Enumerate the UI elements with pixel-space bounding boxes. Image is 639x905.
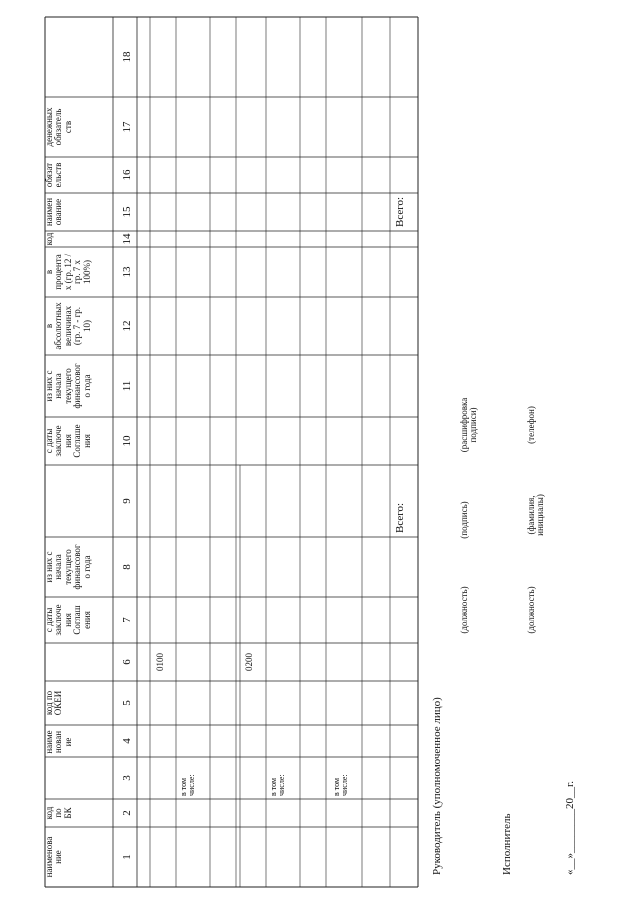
col-num-14: 14 — [121, 233, 133, 245]
col-num-16: 16 — [121, 169, 133, 181]
col-num-5: 5 — [121, 700, 133, 706]
col-header-1: наименова ние — [44, 836, 64, 878]
head-decoding-caption: (расшифровка подписи) — [459, 397, 479, 453]
col-num-10: 10 — [121, 435, 133, 447]
including-label-3: в том числе: — [332, 774, 350, 796]
col-header-10: с даты заключе ния Соглаше ния — [44, 424, 92, 458]
col-num-12: 12 — [121, 320, 133, 332]
head-signature-caption: (подпись) — [459, 501, 469, 539]
col-num-7: 7 — [121, 617, 133, 623]
executor-position-caption: (должность) — [526, 586, 536, 634]
col-header-8: из них с начала текущего финансовог о года — [44, 544, 92, 590]
row-code-0200: 0200 — [244, 653, 254, 671]
col-num-9: 9 — [121, 498, 133, 504]
col-header-12: в абсолютных величинах (гр. 7 - гр. 10) — [44, 302, 92, 350]
row-code-0100: 0100 — [155, 653, 165, 671]
executor-fullname-caption: (фамилия, инициалы) — [526, 494, 546, 536]
total-label-right: Всего: — [394, 196, 406, 228]
col-header-17: денежных обязатель ств — [44, 107, 73, 147]
head-signer-label: Руководитель (уполномоченное лицо) — [431, 697, 443, 875]
executor-label: Исполнитель — [501, 813, 513, 875]
col-header-2: код по БК — [44, 806, 73, 820]
col-num-13: 13 — [121, 266, 133, 278]
col-header-15: наимен ование — [44, 197, 64, 227]
total-label-left: Всего: — [394, 502, 406, 534]
col-header-7: с даты заключе ния Соглаш ения — [44, 604, 92, 636]
head-position-caption: (должность) — [459, 586, 469, 634]
col-num-1: 1 — [121, 854, 133, 860]
col-num-15: 15 — [121, 206, 133, 218]
including-label-1: в том числе: — [179, 774, 197, 796]
col-num-11: 11 — [121, 380, 133, 392]
col-num-4: 4 — [121, 738, 133, 744]
executor-phone-caption: (телефон) — [526, 406, 536, 444]
col-num-2: 2 — [121, 810, 133, 816]
including-label-2: в том числе: — [269, 774, 287, 796]
col-num-8: 8 — [121, 564, 133, 570]
col-header-4: наиме нован ие — [44, 730, 73, 754]
col-num-17: 17 — [121, 121, 133, 133]
col-num-18: 18 — [121, 51, 133, 63]
col-header-14: код — [44, 232, 54, 246]
col-num-6: 6 — [121, 659, 133, 665]
col-header-13: в процента х (гр. 12 / гр. 7 х 100%) — [44, 253, 92, 291]
col-header-5: код по ОКЕИ — [44, 690, 64, 716]
col-num-3: 3 — [121, 775, 133, 781]
col-header-11: из них с начала текущего финансовог о года — [44, 363, 92, 409]
col-header-16: обязат ельств — [44, 162, 64, 188]
date-line: «__»________20__г. — [564, 780, 576, 875]
